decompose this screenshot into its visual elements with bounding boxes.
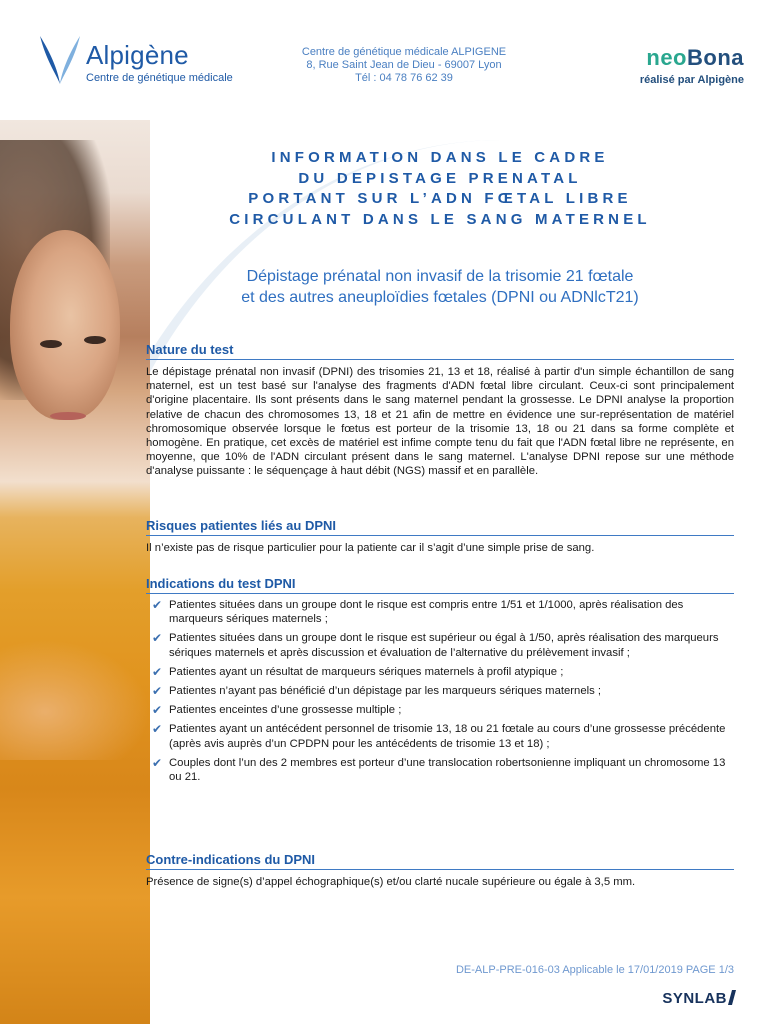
- section-indications: [146, 576, 734, 789]
- synlab-logo: SYNLAB: [620, 990, 734, 1008]
- neobona-logo: neoBona réalisé par Alpigène: [604, 45, 744, 86]
- section-heading: Nature du test: [146, 342, 734, 360]
- pregnant-woman-photo: [0, 120, 150, 1024]
- alpigene-leaf-icon: [36, 30, 84, 86]
- section-contre-indications: [146, 852, 734, 889]
- check-icon: ✔: [152, 703, 163, 718]
- list-item: ✔ Couples dont l’un des 2 membres est porteur d’une translocation robertsonienne impliquant un chromosome 13 ou 21.: [152, 755, 726, 784]
- check-icon: ✔: [152, 684, 163, 699]
- section-body: Présence de signe(s) d’appel échographique(s) et/ou clarté nucale supérieure ou égale à 3,5 mm.: [146, 876, 636, 888]
- check-icon: ✔: [152, 722, 163, 737]
- section-heading: Risques patientes liés au DPNI: [146, 518, 734, 536]
- alpigene-name: Alpigène: [86, 40, 189, 70]
- alpigene-logo: [36, 30, 256, 90]
- center-address: Centre de génétique médicale ALPIGENE 8, Rue Saint Jean de Dieu - 69007 Lyon Tél : 04 78 76 62 39: [301, 46, 507, 84]
- indications-list: [152, 598, 734, 784]
- section-risques: [146, 518, 734, 555]
- section-body: Il n’existe pas de risque particulier pour la patiente car il s’agit d’une simple prise de sang.: [146, 542, 595, 554]
- check-icon: ✔: [152, 664, 163, 679]
- page-title: INFORMATION DANS LE CADRE DU DEPISTAGE PRENATAL PORTANT SUR L’ADN FŒTAL LIBRE CIRCULANT DANS LE SANG MATERNEL: [229, 149, 651, 228]
- alpigene-subtitle: Centre de génétique médicale: [86, 72, 233, 84]
- list-item: ✔ Patientes situées dans un groupe dont le risque est supérieur ou égal à 1/50, après réalisation des marqueurs sériques maternels et après discussion et évaluation de l’alternative du prélèvement invasif ;: [152, 631, 719, 659]
- list-item: ✔ Patientes ayant un résultat de marqueurs sériques maternels à profil atypique ;: [152, 664, 564, 679]
- synlab-mark-icon: [728, 990, 736, 1005]
- list-item: ✔ Patientes n’ayant pas bénéficié d’un dépistage par les marqueurs sériques maternels ;: [152, 684, 602, 699]
- page-subtitle: Dépistage prénatal non invasif de la trisomie 21 fœtale et des autres aneuploïdies fœtales (DPNI ou ADNlcT21): [241, 268, 639, 306]
- check-icon: ✔: [152, 598, 163, 612]
- section-heading: Contre-indications du DPNI: [146, 852, 734, 870]
- list-item: ✔ Patientes situées dans un groupe dont le risque est compris entre 1/51 et 1/1000, après réalisation des marqueurs sériques maternels ;: [152, 598, 684, 626]
- neobona-byline: réalisé par Alpigène: [639, 74, 744, 86]
- section-heading: Indications du test DPNI: [146, 576, 734, 594]
- check-icon: ✔: [152, 755, 163, 770]
- list-item: ✔ Patientes enceintes d’une grossesse multiple ;: [152, 703, 402, 718]
- check-icon: ✔: [152, 631, 163, 646]
- section-body: Le dépistage prénatal non invasif (DPNI) des trisomies 21, 13 et 18, réalisé à partir d'un simple échantillon de sang maternel, est un test basé sur l'analyse des fragments d'ADN fœtal libre circulant. Ceux-ci sont principalement d'origine placentaire. Ils sont présents dans le sang maternel pendant la grossesse. Le DPNI analyse la proportion relative de chacun des chromosomes 13, 18 et 21 afin de mettre en évidence une sur-représentation de matériel chromosomique observée lorsque le fœtus est porteur de la trisomie 13, 18 ou 21 dans sa forme complète et homogène. En pratique, cet excès de matériel est infime compte tenu du fait que l'ADN fœtal libre ne représente, en moyenne, que 10% de l'ADN circulant présent dans le sang maternel. L'analyse DPNI repose sur une méthode d'analyse puissante : le séquençage à haut débit (NGS) massif et en parallèle.: [146, 366, 734, 478]
- section-nature: [146, 342, 734, 479]
- list-item: ✔ Patientes ayant un antécédent personnel de trisomie 13, 18 ou 21 fœtale au cours d’une grossesse précédente (après avis auprès d’un CPDPN pour les antécédents de trisomie 13 et 18) ;: [152, 722, 726, 750]
- document-reference: DE-ALP-PRE-016-03 Applicable le 17/01/2019 PAGE 1/3: [455, 964, 734, 976]
